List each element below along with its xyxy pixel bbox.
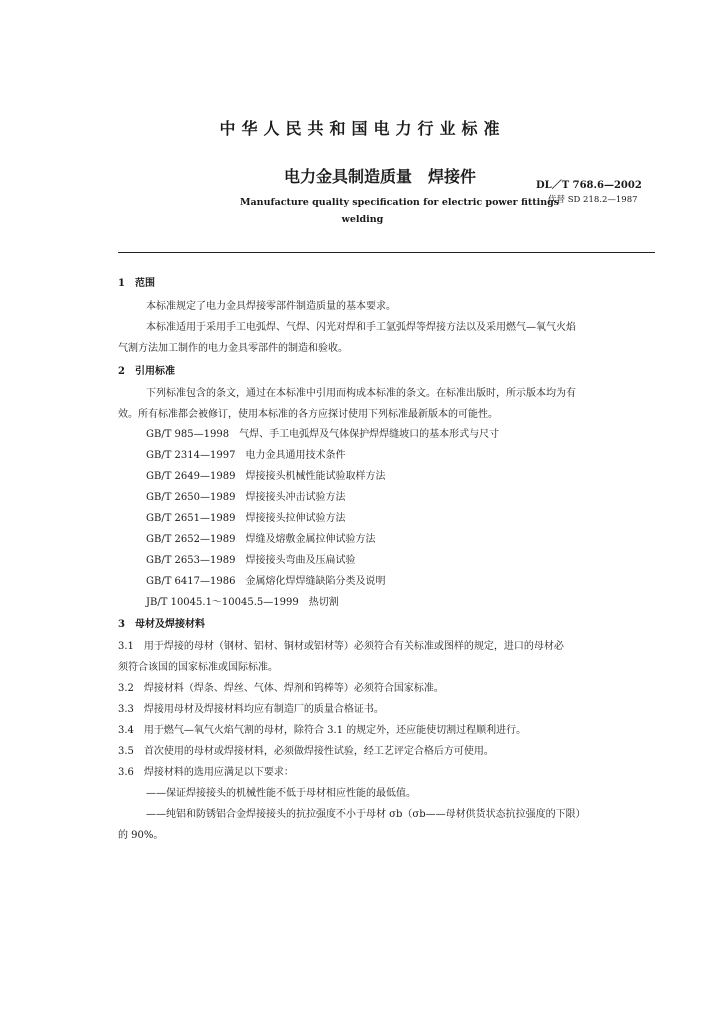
section-2-paragraph: 效。所有标准都会被修订，使用本标准的各方应探讨使用下列标准最新版本的可能性。 (118, 409, 498, 420)
clause-3-1-continued: 须符合该国的国家标准或国际标准。 (118, 662, 278, 673)
requirement-dash-item-continued: 的 90%。 (118, 830, 164, 841)
section-1-heading: 1 范围 (118, 278, 155, 289)
reference-item: GB/T 6417—1986 金属熔化焊焊缝缺陷分类及说明 (146, 576, 386, 587)
replaces-note: 代替 SD 218.2—1987 (548, 195, 638, 205)
section-2-paragraph: 下列标准包含的条文，通过在本标准中引用而构成本标准的条文。在标准出版时，所示版本均为有 (146, 388, 576, 399)
reference-item: GB/T 2651—1989 焊接接头拉伸试验方法 (146, 513, 346, 524)
document-header: 中华人民共和国电力行业标准 (219, 119, 506, 138)
reference-item: GB/T 2650—1989 焊接接头冲击试验方法 (146, 492, 346, 503)
english-title-continued: welding (341, 214, 384, 225)
section-1-paragraph: 气割方法加工制作的电力金具零部件的制造和验收。 (118, 343, 348, 354)
reference-item: GB/T 2652—1989 焊缝及熔敷金属拉伸试验方法 (146, 534, 376, 545)
clause-3-2: 3.2 焊接材料（焊条、焊丝、气体、焊剂和钨棒等）必须符合国家标准。 (118, 683, 444, 694)
clause-3-4: 3.4 用于燃气—氧气火焰气割的母材，除符合 3.1 的规定外，还应能使切割过程顺利进行。 (118, 725, 527, 736)
reference-item: GB/T 985—1998 气焊、手工电弧焊及气体保护焊焊缝坡口的基本形式与尺寸 (146, 429, 500, 440)
clause-3-5: 3.5 首次使用的母材或焊接材料，必须做焊接性试验，经工艺评定合格后方可使用。 (118, 746, 494, 757)
clause-3-3: 3.3 焊接用母材及焊接材料均应有制造厂的质量合格证书。 (118, 704, 384, 715)
clause-3-6: 3.6 焊接材料的选用应满足以下要求： (118, 767, 294, 778)
reference-item: GB/T 2653—1989 焊接接头弯曲及压扁试验 (146, 555, 356, 566)
reference-item: GB/T 2314—1997 电力金具通用技术条件 (146, 450, 346, 461)
requirement-dash-item: ——保证焊接接头的机械性能不低于母材相应性能的最低值。 (146, 788, 416, 799)
requirement-dash-item: ——纯铝和防锈铝合金焊接接头的抗拉强度不小于母材 σb（σb——母材供货状态抗拉强度的下限） (146, 809, 586, 820)
standard-number: DL／T 768.6—2002 (536, 180, 642, 191)
section-3-heading: 3 母材及焊接材料 (118, 619, 205, 630)
section-1-paragraph: 本标准规定了电力金具焊接零部件制造质量的基本要求。 (146, 301, 396, 312)
reference-item: GB/T 2649—1989 焊接接头机械性能试验取样方法 (146, 471, 386, 482)
clause-3-1: 3.1 用于焊接的母材（钢材、铝材、铜材或铝材等）必须符合有关标准或图样的规定，进口的母材必 (118, 641, 564, 652)
top-divider (118, 252, 655, 253)
reference-item: JB/T 10045.1～10045.5—1999 热切割 (146, 597, 339, 608)
section-2-heading: 2 引用标准 (118, 366, 175, 377)
english-title: Manufacture quality specification for electric power fittings (240, 197, 560, 208)
section-1-paragraph: 本标准适用于采用手工电弧焊、气焊、闪光对焊和手工氩弧焊等焊接方法以及采用燃气—氧气火焰 (146, 322, 576, 333)
document-title: 电力金具制造质量 焊接件 (284, 167, 477, 186)
